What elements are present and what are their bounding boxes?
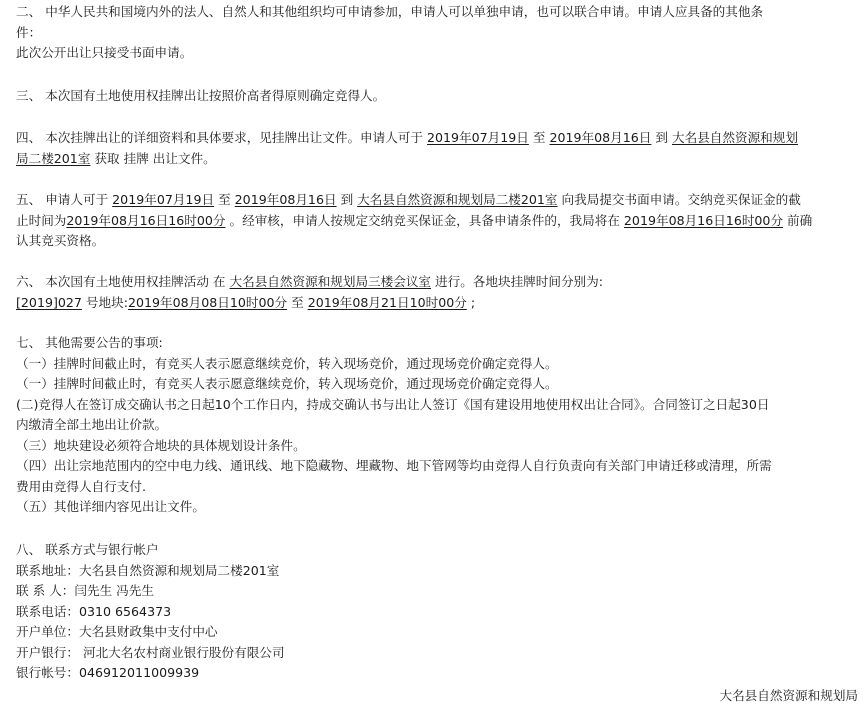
section-7-item-4-cont: 费用由竞得人自行支付.: [16, 478, 146, 494]
section-5: [16, 190, 854, 252]
text: 到: [651, 130, 673, 145]
listing-end-time: 2019年08月21日10时00分: [307, 294, 467, 310]
apply-place: 大名县自然资源和规划局二楼201室: [357, 192, 558, 207]
text: 号地块:: [81, 294, 128, 310]
section-8: [16, 540, 854, 684]
section-4: [16, 128, 854, 169]
collect-place: 大名县自然资源和规划: [672, 130, 798, 145]
venue: 大名县自然资源和规划局三楼会议室: [229, 274, 432, 289]
section-2: [16, 2, 854, 64]
text: 至: [287, 294, 308, 310]
section-4-line-2: [16, 149, 854, 170]
account-number: 银行帐号：046912011009939: [16, 665, 200, 680]
section-8-heading: 八、 联系方式与银行帐户: [16, 542, 159, 557]
section-7-item-5: （五）其他详细内容见出让文件。: [16, 499, 205, 514]
issuer-signature: 大名县自然资源和规划局: [719, 688, 858, 703]
collect-place-cont: 局二楼201室: [16, 150, 91, 166]
section-2-line-1: 二、 中华人民共和国境内外的法人、自然人和其他组织均可申请参加，申请人可以单独申请，也可以联合申请。申请人应具备的其他条: [16, 4, 764, 19]
text: 止时间为: [16, 212, 67, 228]
text: 向我局提交书面申请。交纳竞买保证金的截: [557, 192, 801, 207]
text: 至: [528, 130, 550, 145]
account-unit: 开户单位：大名县财政集中支付中心: [16, 624, 218, 639]
section-7-item-1: （一）挂牌时间截止时，有竞买人表示愿意继续竞价，转入现场竞价，通过现场竞价确定竞得人。: [16, 355, 558, 371]
text: ;: [466, 294, 476, 310]
section-6-line-2: [16, 293, 854, 314]
text: 。经审核，申请人按规定交纳竞买保证金，具备申请条件的，我局将在: [225, 212, 624, 228]
text: 五、 申请人可于: [16, 192, 113, 207]
confirm-time: 2019年08月16日16时00分: [623, 212, 784, 228]
section-6: [16, 272, 854, 313]
contact-person: 联 系 人：闫先生 冯先生: [16, 583, 154, 598]
section-7-item-1-repeat: （一）挂牌时间截止时，有竞买人表示愿意继续竞价，转入现场竞价，通过现场竞价确定竞得人。: [16, 376, 558, 391]
parcel-number: [2019]027: [16, 294, 82, 310]
section-7-item-2-cont: 内缴清全部土地出让价款。: [16, 417, 168, 432]
deposit-deadline: 2019年08月16日16时00分: [66, 212, 226, 228]
apply-start-date: 2019年07月19日: [112, 192, 215, 207]
bank-name: 开户银行： 河北大名农村商业银行股份有限公司: [16, 644, 285, 660]
text: 进行。各地块挂牌时间分别为:: [431, 274, 603, 289]
collect-end-date: 2019年08月16日: [549, 130, 652, 145]
text: 获取 挂牌 出让文件。: [90, 150, 216, 166]
section-2-line-2: 件：: [16, 24, 42, 40]
section-7-heading: 七、 其他需要公告的事项:: [16, 335, 163, 350]
text: 到: [336, 192, 358, 207]
apply-end-date: 2019年08月16日: [234, 192, 337, 207]
text: 前确: [783, 212, 813, 228]
text: 六、 本次国有土地使用权挂牌活动 在: [16, 274, 230, 289]
section-4-line-1: [16, 128, 854, 149]
section-7-item-3: （三）地块建设必须符合地块的具体规划设计条件。: [16, 437, 306, 453]
section-7-item-4: （四）出让宗地范围内的空中电力线、通讯线、地下隐藏物、埋藏物、地下管网等均由竞得人自行负责向有关部门申请迁移或清理，所需: [16, 458, 772, 473]
section-5-line-3: 认其竞买资格。: [16, 233, 105, 248]
text: 至: [214, 192, 235, 207]
contact-phone: 联系电话：0310 6564373: [16, 603, 172, 619]
section-5-line-2: [16, 211, 854, 232]
contact-address: 联系地址：大名县自然资源和规划局二楼201室: [16, 562, 280, 578]
section-3-line-1: 三、 本次国有土地使用权挂牌出让按照价高者得原则确定竞得人。: [16, 88, 386, 103]
section-2-line-3: 此次公开出让只接受书面申请。: [16, 45, 193, 60]
section-5-line-1: [16, 190, 854, 211]
text: 四、 本次挂牌出让的详细资料和具体要求，见挂牌出让文件。申请人可于: [16, 130, 428, 145]
section-6-line-1: [16, 272, 854, 293]
section-3: [16, 86, 854, 107]
listing-start-time: 2019年08月08日10时00分: [127, 294, 288, 310]
section-7: [16, 333, 854, 518]
collect-start-date: 2019年07月19日: [427, 130, 529, 145]
section-7-item-2: (二)竞得人在签订成交确认书之日起10个工作日内，持成交确认书与出让人签订《国有建设用地使用权出让合同》。合同签订之日起30日: [16, 396, 770, 412]
